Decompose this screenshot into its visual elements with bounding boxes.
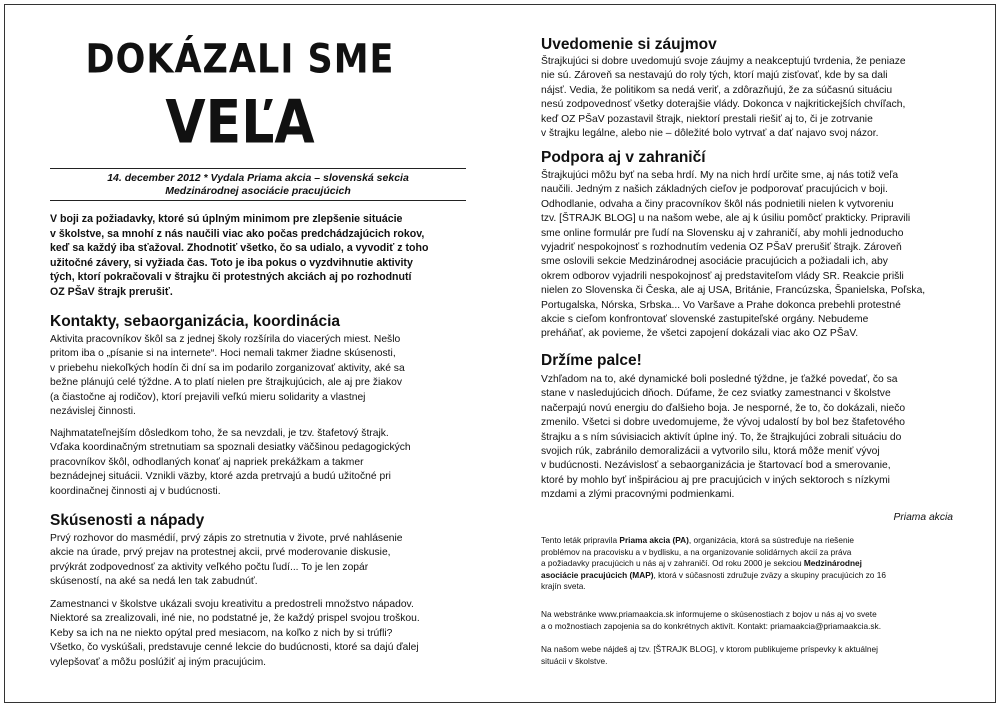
byline-line: Medzinárodnej asociácie pracujúcich xyxy=(165,185,351,197)
text-line: mzdami a zlými pracovnými podmienkami. xyxy=(541,489,735,501)
text-line: zmenilo. Všetci si dobre uvedomujeme, že vývoj udalostí by bol bez štafetového xyxy=(541,417,906,429)
text-line: načerpajú novú energiu do ďalšieho boja. Je nesporné, že to, čo dokázali, niečo xyxy=(541,402,906,414)
text-line: Vzhľadom na to, aké dynamické boli posledné týždne, je ťažké povedať, čo sa xyxy=(541,374,898,385)
text-line: stane v nasledujúcich dňoch. Dúfame, že cez sviatky zamestnanci v školstve xyxy=(541,388,891,400)
text-line: krajín sveta. xyxy=(541,581,586,592)
text-line: V boji za požiadavky, ktoré sú úplným minimom pre zlepšenie situácie xyxy=(50,213,403,225)
text-line: Aktivita pracovníkov škôl sa z jednej školy rozšírila do viacerých miest. Nešlo xyxy=(50,334,401,345)
text-line: štrajku a s ním súvisiacich aktivít úplne iný. To, že štrajkujúci zobrali situáciu do xyxy=(541,431,902,443)
text-line: OZ PŠaV štrajk prerušiť. xyxy=(50,285,173,298)
paragraph-skusenosti-1 xyxy=(50,532,403,590)
paragraph-kontakty-1 xyxy=(50,333,405,419)
footer-about xyxy=(541,535,886,593)
byline-line: 14. december 2012 * Vydala Priama akcia – slovenská sekcia xyxy=(107,172,409,184)
text-line: sme online formulár pre ľudí na Slovensku aj v zahraničí, aby mohli jednoducho xyxy=(541,227,904,239)
text-line: Odhodlanie, odvaha a činy pracovníkov škôl nás podnietili nielen k vytvoreniu xyxy=(541,198,894,210)
text-line: v budúcnosti. Nezávislosť a sebaorganizácia je štartovací bod a smerovanie, xyxy=(541,460,891,472)
text-line: (a čiastočne aj rodičov), ktorí prejavili veľkú mieru solidarity a vlastnej xyxy=(50,391,366,403)
byline-top-rule xyxy=(50,168,466,169)
text-line: nesú zodpovednosť všetky doterajšie vlády. Dokonca v najkritickejších chvíľach, xyxy=(541,99,906,111)
text-line: asociácie pracujúcich (MAP), ktorá v súčasnosti združuje zväzy a skupiny pracujúcich zo 16 xyxy=(541,569,886,580)
text-line: pritom iba o „písanie si na internete“. Hoci nemali takmer žiadne skúsenosti, xyxy=(50,348,396,360)
text-line: Niektoré sa zrealizovali, iné nie, no podstatné je, že každý prispel svojou troškou. xyxy=(50,613,420,625)
text-line: Tento leták pripravila Priama akcia (PA), organizácia, ktorá sa sústreďuje na riešenie xyxy=(541,535,855,545)
text-line: ktoré by mohlo byť inšpiráciou aj pre pracujúcich v iných sektoroch s nízkymi xyxy=(541,474,890,486)
text-line: nezávislej činnosti. xyxy=(50,406,136,418)
text-line: bežne plánujú celé týždne. A to platí nielen pre štrajkujúcich, ale aj pre žiakov xyxy=(50,377,403,389)
text-line: Štrajkujúci môžu byť na seba hrdí. My na nich hrdí určite sme, aj nás totiž veľa xyxy=(541,170,899,181)
text-line: pracovníkov škôl, odhodlaných konať aj napriek prekážkam a takmer xyxy=(50,456,364,468)
text-line: svojich rúk, zabránilo demoralizácii a vytvorilo silu, ktorá môže meniť vývoj xyxy=(541,446,880,458)
text-line: nielen zo Slovenska či Česka, ale aj USA, Británie, Francúzska, Španielska, Poľska, xyxy=(541,285,926,297)
text-line: Všetko, čo vyskúšali, predstavuje cenné lekcie do budúcnosti, ktoré sa dajú ďalej xyxy=(50,642,419,654)
text-line: prvýkrát zodpovednosť za aktivity veľkého počtu ľudí... To je len zopár xyxy=(50,561,369,573)
paragraph-kontakty-2 xyxy=(50,427,411,499)
text-line: Najhmatateľnejším dôsledkom toho, že sa nevzdali, je tzv. štafetový štrajk. xyxy=(50,428,389,439)
section-heading-skusenosti: Skúsenosti a nápady xyxy=(50,512,205,529)
text-line: akcie na úrade, prvý prejav na protestnej akcii, prvé moderovanie diskusie, xyxy=(50,547,391,559)
section-heading-kontakty: Kontakty, sebaorganizácia, koordinácia xyxy=(50,313,340,330)
text-line: vylepšovať a môžu poslúžiť aj iným pracujúcim. xyxy=(50,656,267,668)
text-line: užitočné závery, si vyžiada čas. Toto je iba pokus o vyzdvihnutie aktivity xyxy=(50,256,413,269)
text-line: tých, ktorí pokračovali v štrajku či protestných akciách aj po rozhodnutí xyxy=(50,271,412,284)
text-line: Štrajkujúci si dobre uvedomujú svoje záujmy a neakceptujú tvrdenia, že peniaze xyxy=(541,56,906,67)
text-line: a o možnostiach zapojenia sa do konkrétnych aktivít. Kontakt: priamaakcia@priamaakcia.sk. xyxy=(541,620,882,631)
text-line: nie sú. Zároveň sa nestavajú do roly tých, ktorí majú zisťovať, kde by sa dali xyxy=(541,70,888,82)
text-line: akcie s cieľom konfrontovať slovenské zastupiteľské orgány. Nebudeme xyxy=(541,314,869,326)
footer-web xyxy=(541,609,881,632)
text-line: keď sa každý iba sťažoval. Zhodnotiť všetko, čo sa udialo, a vyvodiť z toho xyxy=(50,242,429,255)
section-heading-podpora: Podpora aj v zahraničí xyxy=(541,149,706,166)
text-line: nájsť. Vedia, že politikom sa nedá veriť, a zdôrazňujú, že za súčasnú situáciu xyxy=(541,84,893,96)
text-line: Na našom webe nájdeš aj tzv. [ŠTRAJK BLOG], v ktorom publikujeme príspevky k aktuálnej xyxy=(541,644,878,654)
text-line: okrem odborov vyjadrili nespokojnosť aj predstaviteľom vlády SR. Reakcie prišli xyxy=(541,270,904,282)
text-line: tzv. [ŠTRAJK BLOG] u na našom webe, ale aj k úsiliu pomôcť prakticky. Pripravili xyxy=(541,213,911,225)
footer-blog xyxy=(541,644,878,667)
section-heading-drzime: Držíme palce! xyxy=(541,352,642,369)
paragraph-skusenosti-2 xyxy=(50,598,420,670)
text-line: naučili. Jedným z našich základných cieľov je podporovať pracujúcich v boji. xyxy=(541,184,888,196)
text-line: skúseností, na aké sa nedá len tak zabudnúť. xyxy=(50,576,258,588)
text-line: beznádejnej situácii. Vznikli väzby, ktoré azda pretrvajú a budú užitočné pri xyxy=(50,471,391,483)
text-line: Keby sa ich na ne niekto opýtal pred mesiacom, na koľko z nich by si trúfli? xyxy=(50,627,393,639)
text-line: vyjadriť nespokojnosť s rozhodnutím vedenia OZ PŠaV prerušiť štrajk. Zároveň xyxy=(541,242,902,254)
text-line: problémov na pracovisku a v bydlisku, a na organizovanie solidárnych akcií za práva xyxy=(541,546,852,557)
section-heading-uvedomenie: Uvedomenie si záujmov xyxy=(541,36,717,53)
text-line: Portugalska, Nórska, Srbska... Vo Varšave a Prahe dokonca prebehli protestné xyxy=(541,299,901,311)
text-line: preháňať, ak povieme, že všetci zapojení dokázali viac ako OZ PŠaV. xyxy=(541,328,859,340)
text-line: situácii v školstve. xyxy=(541,655,608,666)
text-line: Zamestnanci v školstve ukázali svoju kreativitu a predostreli množstvo nápadov. xyxy=(50,599,414,610)
text-line: koordinačnej činnosti aj v budúcnosti. xyxy=(50,485,221,497)
text-line: keď OZ PŠaV pozastavil štrajk, niektorí prestali riešiť aj to, či je zotrvanie xyxy=(541,113,873,125)
text-line: v štrajku legálne, alebo nie – dôležité bolo vytrvať a dať najavo svoj názor. xyxy=(541,128,879,140)
signature: Priama akcia xyxy=(893,512,953,523)
title-line-1: DOKÁZALI SME xyxy=(85,37,395,83)
text-line: Na webstránke www.priamaakcia.sk informujeme o skúsenostiach z bojov u nás aj vo svete xyxy=(541,609,877,619)
byline xyxy=(50,172,466,198)
text-line: Prvý rozhovor do masmédií, prvý zápis zo stretnutia v živote, prvé nahlásenie xyxy=(50,533,403,544)
paragraph-podpora xyxy=(541,169,925,342)
text-line: v priebehu niekoľkých hodín či dní sa im podarilo zorganizovať aktivity, aké sa xyxy=(50,362,405,374)
text-line: Vďaka koordinačným stretnutiam sa spoznali desiatky väčšinou pedagogických xyxy=(50,442,411,454)
text-line: v školstve, sa mnohí z nás naučili viac ako počas predchádzajúcich rokov, xyxy=(50,227,425,240)
intro-paragraph xyxy=(50,212,428,300)
text-line: sme oslovili sekcie Medzinárodnej asociácie pracujúcich a požiadali ich, aby xyxy=(541,256,888,268)
byline-bottom-rule xyxy=(50,200,466,201)
title-line-2: VEĽA xyxy=(165,88,315,158)
paragraph-drzime xyxy=(541,373,905,503)
text-line: a požiadavky pracujúcich u nás aj v zahraničí. Od roku 2000 je sekciou Medzinárodnej xyxy=(541,558,862,569)
paragraph-uvedomenie xyxy=(541,55,906,141)
